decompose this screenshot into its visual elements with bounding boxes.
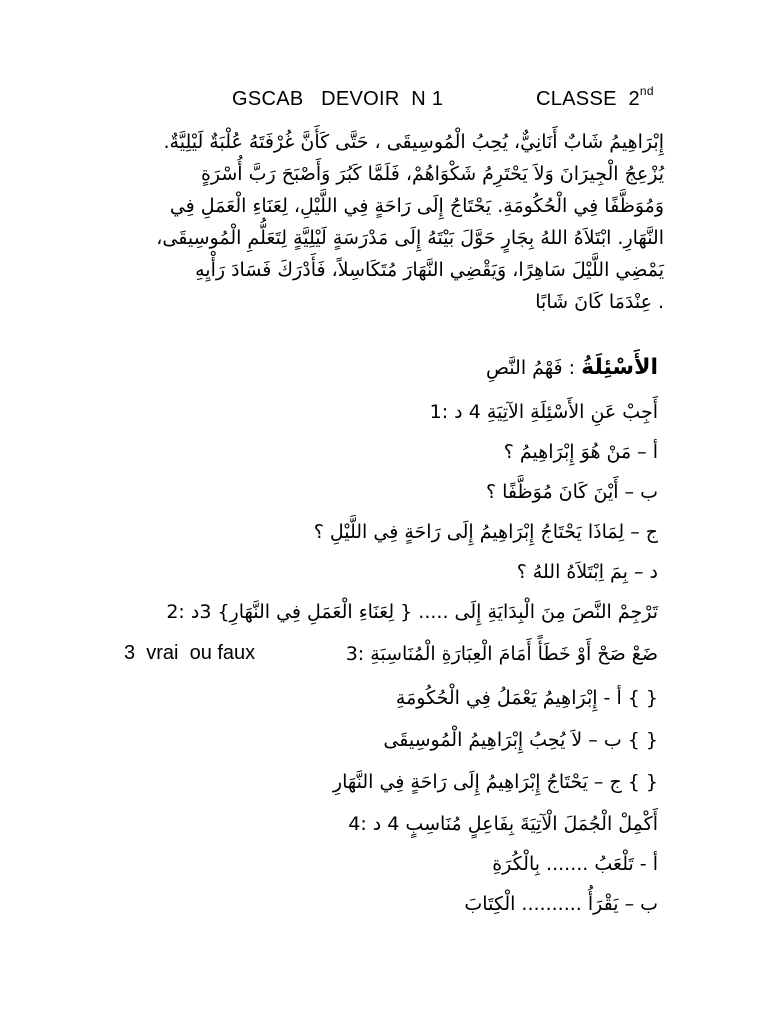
question-4-item: ب – يَقْرَأُ .......... الْكِتَابَ — [464, 893, 658, 915]
class-name: CLASSE 2 — [536, 88, 640, 110]
question-3-item: { } ب – لاَ يُحِبُ إِبْرَاهِيمُ الْمُوسِيقَى — [383, 729, 658, 751]
question-3-item: { } أ - إِبْرَاهِيمُ يَعْمَلُ فِي الْحُكُومَةِ — [395, 687, 658, 709]
paragraph-line: يُزْعِجُ الْجِيرَانَ وَلاَ يَحْتَرِمُ شَكْوَاهُمْ، فَلَمَّا كَبُرَ وَأَصْبَحَ رَبَّ أُسْرَةٍ — [200, 163, 664, 185]
questions-title: الأَسْئِلَةُ — [581, 355, 658, 380]
questions-subtitle: : فَهْمُ النَّصِ — [486, 357, 582, 379]
exam-header — [0, 84, 768, 118]
exam-title: GSCAB DEVOIR N 1 — [232, 88, 444, 110]
class-superscript: nd — [639, 84, 654, 98]
class-label — [536, 84, 654, 111]
question-3-latin: 3 vrai ou faux — [124, 642, 256, 664]
question-1-item: أ – مَنْ هُوَ إِبْرَاهِيمُ ؟ — [503, 441, 658, 463]
question-1-item: ج – لِمَاذَا يَحْتَاجُ إِبْرَاهِيمُ إِلَى رَاحَةٍ فِي اللَّيْلِ ؟ — [313, 521, 658, 543]
question-1-item: د – بِمَ اِبْتَلاَهُ اللهُ ؟ — [516, 561, 658, 583]
paragraph-line: يَمْضِي اللَّيْلَ سَاهِرًا، وَيَقْضِي النَّهَارَ مُتَكَاسِلاً، فَأَدْرَكَ فَسَادَ رَأْيِهِ — [195, 259, 664, 281]
question-2: تَرْجِمْ النَّصَ مِنَ الْبِدَايَةِ إِلَى ..... { لِعَنَاءِ الْعَمَلِ فِي النَّهَارِ} 3د :2 — [166, 601, 658, 623]
question-1-intro: أَجِبْ عَنِ الأَسْئِلَةِ الآتِيَةِ 4 د :1 — [429, 401, 658, 423]
paragraph-line: . عِنْدَمَا كَانَ شَابًا — [535, 291, 664, 313]
question-1-item: ب – أَيْنَ كَانَ مُوَظَّفًا ؟ — [485, 481, 658, 503]
question-3-item: { } ج – يَحْتَاجُ إِبْرَاهِيمُ إِلَى رَاحَةٍ فِي النَّهَارِ — [332, 771, 658, 793]
question-4-item: أ - تَلْعَبُ ....... بِالْكُرَةِ — [492, 853, 658, 875]
paragraph-line: وَمُوَظَّفًا فِي الْحُكُومَةِ. يَحْتَاجُ إِلَى رَاحَةٍ فِي اللَّيْلِ، لِعَنَاءِ الْعَمَلِ فِي — [169, 195, 664, 217]
question-3-intro: ضَعْ صَحْ أَوْ خَطَأً أَمَامَ الْعِبَارَةِ الْمُنَاسِبَةِ :3 — [345, 643, 658, 665]
paragraph-line: إِبْرَاهِيمُ شَابٌ أَنَانِيٌّ، يُحِبُ الْمُوسِيقَى ، حَتَّى كَأَنَّ غُرْفَتَهُ عُلْبَةٌ لَيْلِيَّةٌ. — [163, 131, 664, 153]
paragraph-line: النَّهَارِ. ابْتَلاَهُ اللهُ بِجَارٍ حَوَّلَ بَيْتَهُ إِلَى مَدْرَسَةٍ لَيْلِيَّةٍ لِتَعَلُّمِ الْمُوسِيقَى، — [156, 227, 664, 249]
questions-heading — [58, 350, 658, 386]
question-4-intro: أَكْمِلْ الْجُمَلَ الْآتِيَةَ بِفَاعِلٍ مُنَاسِبٍ 4 د :4 — [348, 813, 658, 835]
